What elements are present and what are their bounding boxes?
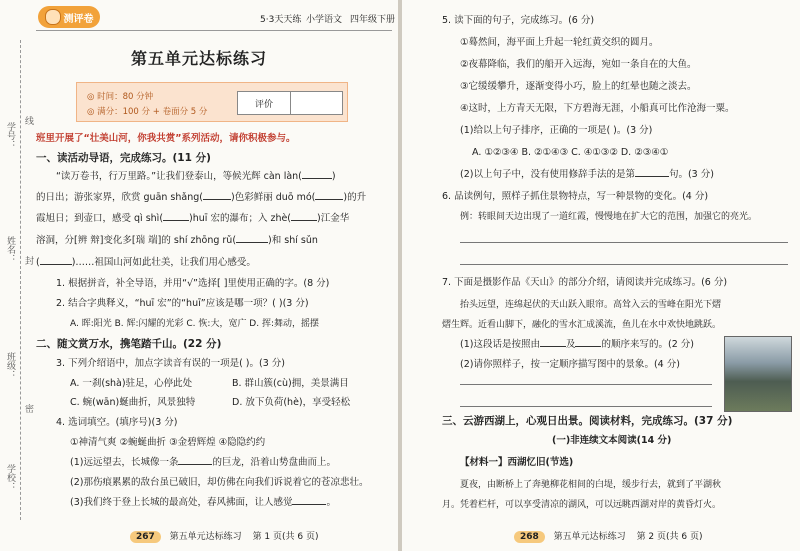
page-number: 268 xyxy=(514,531,545,543)
page-footer-left xyxy=(130,529,318,543)
right-page xyxy=(402,0,800,551)
pinyin-answer-blank[interactable] xyxy=(291,220,317,221)
time-info: ◎ 时间：80 分钟 xyxy=(87,92,154,102)
passage-line-1: “读万卷书，行万里路。”让我们登泰山，等候光辉 càn làn( ) xyxy=(56,171,336,182)
section-1-heading: 一、读活动导语，完成练习。(11 分) xyxy=(36,152,211,164)
question-5-sentence-2: ②夜幕降临，我们的船开入远海，宛如一条自在的大鱼。 xyxy=(460,59,697,70)
answer-blank[interactable] xyxy=(540,346,566,347)
question-6-example: 例：转眼间天边出现了一道红霞，慢慢地在扩大它的范围，加强它的亮光。 xyxy=(460,212,758,222)
question-4-item-2: (2)那伤痕累累的敌台虽已破旧，却仿佛在向我们诉说着它的苍凉悲壮。 xyxy=(70,477,369,488)
question-7-part-2: (2)请你照样子，按一定顺序描写图中的景象。(4 分) xyxy=(460,359,680,370)
material-1-line-2: 月。凭着栏杆，可以享受清凉的湖风，可以远眺西湖对岸的黄昏灯火。 xyxy=(442,500,722,510)
question-5-part-2: (2)以上句子中，没有使用修辞手法的是第 句。(3 分) xyxy=(460,169,714,180)
question-1: 1. 根据拼音，补全导语，并用“√”选择[ ]里使用正确的字。(8 分) xyxy=(56,278,330,289)
question-4-item-1: (1)远远望去，长城像一条 的巨龙，沿着山势盘曲而上。 xyxy=(70,457,336,468)
activity-intro: 班里开展了“壮美山河，你我共赏”系列活动，请你积极参与。 xyxy=(36,133,296,144)
binding-margin xyxy=(0,0,33,551)
question-5-sentence-1: ①蓦然间，海平面上升起一轮红黄交织的圆月。 xyxy=(460,37,659,48)
cartoon-face-icon xyxy=(45,9,61,25)
page-footer-right xyxy=(514,529,702,543)
footer-sheet: 第 1 页(共 6 页) xyxy=(252,532,319,542)
left-page xyxy=(0,0,398,551)
pinyin-answer-blank[interactable] xyxy=(315,199,343,200)
material-1-line-1: 夏夜，由断桥上了奔驰柳花相间的白堤，缓步行去，就到了平湖秋 xyxy=(460,480,722,490)
section-3-heading: 三、云游西湖上，心观日出景。阅读材料，完成练习。(37 分) xyxy=(442,415,733,427)
passage-line-4: 溶洞，分[辨 辩]变化多[瑞 端]的 shí zhōng rǔ( )和 shí sǔn xyxy=(36,235,318,246)
answer-blank[interactable] xyxy=(635,176,669,177)
question-3-option-c: C. 蜿(wān)蜒曲折，风景独特 xyxy=(70,397,196,408)
question-6: 6. 品读例句，照样子抓住景物特点，写一种景物的变化。(4 分) xyxy=(442,191,709,202)
question-7-passage-line-2: 熠生辉。近看山脚下，融化的雪水汇成溪流，鱼儿在水中欢快地跳跃。 xyxy=(442,320,722,330)
seal-label: 封 xyxy=(23,256,33,265)
answer-blank[interactable] xyxy=(178,464,212,465)
section-2-heading: 二、随文赏万水，携笔踏千山。(22 分) xyxy=(36,338,222,350)
class-label: 班级： xyxy=(5,352,15,379)
page-title: 第五单元达标练习 xyxy=(130,49,267,68)
material-1-title: 【材料一】西湖忆旧(节选) xyxy=(460,457,574,468)
question-2-options: A. 晖:阳光 B. 辉:闪耀的光彩 C. 恢:大，宽广 D. 挥:舞动，摇摆 xyxy=(70,319,319,329)
answer-line[interactable] xyxy=(460,242,788,243)
cut-line xyxy=(20,40,21,520)
question-3-option-d: D. 放下负荷(hè)，享受轻松 xyxy=(232,397,351,408)
footer-unit: 第五单元达标练习 xyxy=(553,532,626,542)
footer-sheet: 第 2 页(共 6 页) xyxy=(636,532,703,542)
question-3: 3. 下列介绍语中，加点字读音有误的一项是( )。(3 分) xyxy=(56,358,285,369)
footer-unit: 第五单元达标练习 xyxy=(169,532,242,542)
answer-blank[interactable] xyxy=(575,346,601,347)
question-3-option-a: A. 一刹(shà)驻足，心停此处 xyxy=(70,378,193,389)
pinyin-answer-blank[interactable] xyxy=(236,242,268,243)
passage-line-2: 的日出；游张家界，欣赏 guān shǎng( )色彩鲜丽 duō mó( )的升 xyxy=(36,192,367,203)
question-4: 4. 选词填空。(填序号)(3 分) xyxy=(56,417,178,428)
pinyin-answer-blank[interactable] xyxy=(163,220,189,221)
tianshan-photo xyxy=(724,336,792,412)
subject-name: 小学语文 xyxy=(306,15,343,25)
question-3-option-b: B. 群山簇(cù)拥，美景满目 xyxy=(232,378,349,389)
question-7-part-1: (1)这段话是按照由 及 的顺序来写的。(2 分) xyxy=(460,339,694,350)
section-3-subheading: (一)非连续文本阅读(14 分) xyxy=(552,435,672,446)
grade-table xyxy=(237,91,343,115)
school-label: 学校： xyxy=(5,464,15,491)
answer-line[interactable] xyxy=(460,406,712,407)
question-7: 7. 下面是摄影作品《天山》的部分介绍，请阅读并完成练习。(6 分) xyxy=(442,277,728,288)
passage-line-3: 霞旭日；到壶口，感受 qì shì( )huī 宏的瀑布；入 zhè( )江金华 xyxy=(36,213,350,224)
question-5-part-1-options: A. ①②③④ B. ②①④③ C. ④①③② D. ②③④① xyxy=(472,147,669,158)
question-4-word-bank: ①神清气爽 ②蜿蜒曲折 ③金碧辉煌 ④隐隐约约 xyxy=(70,437,266,448)
series-logo: 测评卷 xyxy=(38,6,100,28)
grade-cell[interactable] xyxy=(291,92,343,114)
secret-label: 密 xyxy=(23,404,33,413)
question-5-part-1: (1)给以上句子排序，正确的一项是( )。(3 分) xyxy=(460,125,653,136)
question-5-sentence-3: ③它缓缓攀升，逐渐变得小巧，脸上的红晕也随之淡去。 xyxy=(460,81,697,92)
exam-info-box xyxy=(76,82,348,122)
series-name: 5·3天天练 xyxy=(260,15,302,25)
answer-line[interactable] xyxy=(460,384,712,385)
name-label: 姓名： xyxy=(5,236,15,263)
line-label: 线 xyxy=(23,116,33,125)
question-2: 2. 结合字典释义，“huī 宏”的“huī”应该是哪一项？( )(3 分) xyxy=(56,298,309,309)
passage-line-5: ( )……祖国山河如此壮美，让我们用心感受。 xyxy=(36,257,256,268)
question-5-sentence-4: ④这时，上方青天无限，下方碧海无涯，小船真可比作沧海一粟。 xyxy=(460,103,735,114)
answer-blank[interactable] xyxy=(292,504,326,505)
pinyin-answer-blank[interactable] xyxy=(40,264,72,265)
page-number: 267 xyxy=(130,531,161,543)
question-5: 5. 读下面的句子，完成练习。(6 分) xyxy=(442,15,595,26)
student-id-label: 学号： xyxy=(5,122,15,149)
answer-line[interactable] xyxy=(460,264,788,265)
header-rule xyxy=(36,30,392,31)
pinyin-answer-blank[interactable] xyxy=(302,178,332,179)
question-7-passage-line-1: 抬头远望，连绵起伏的天山跃入眼帘。高耸入云的雪峰在阳光下熠 xyxy=(460,300,722,310)
pinyin-answer-blank[interactable] xyxy=(203,199,231,200)
grade-name: 四年级下册 xyxy=(350,15,396,25)
score-info: ◎ 满分：100 分 + 卷面分 5 分 xyxy=(87,107,208,117)
question-4-item-3: (3)我们终于登上长城的最高处，春风拂面，让人感觉 。 xyxy=(70,497,336,508)
grade-label: 评价 xyxy=(238,92,291,114)
